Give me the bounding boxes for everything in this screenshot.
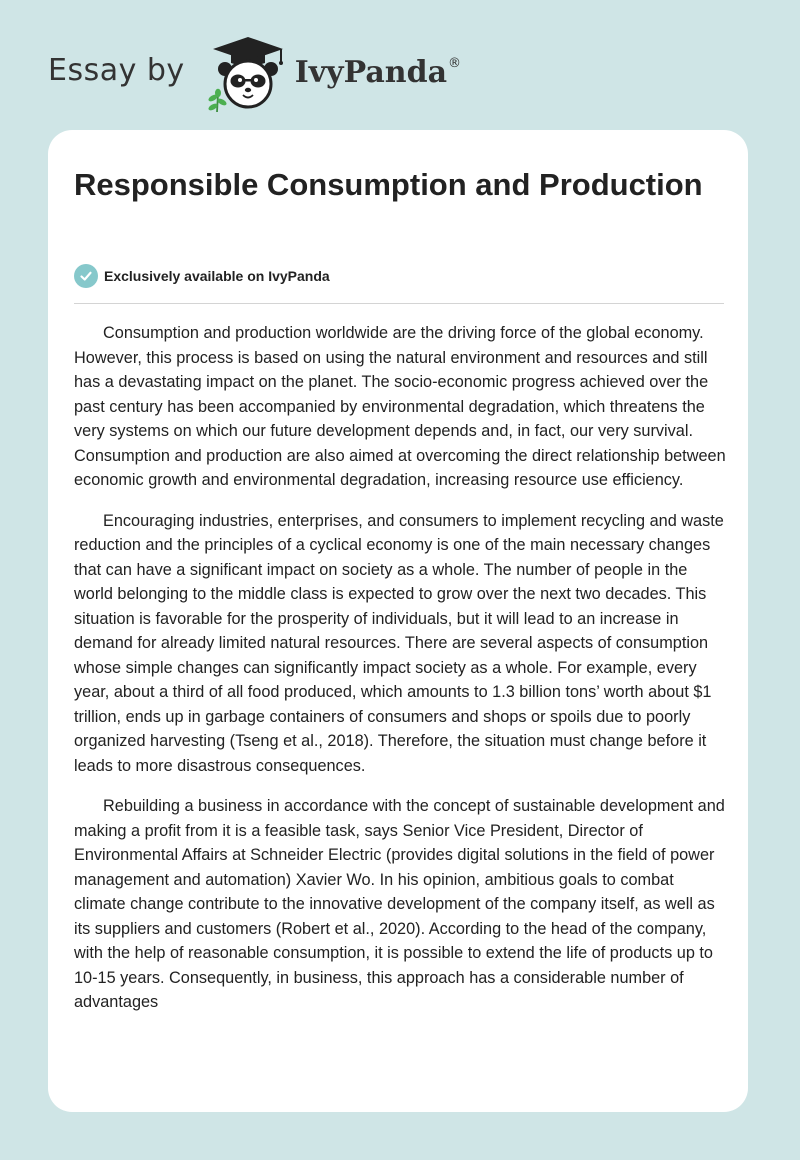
brand-prefix: Essay by (48, 52, 185, 88)
brand-name: IvyPanda (294, 54, 448, 90)
paragraph-3: Rebuilding a business in accordance with the concept of sustainable development and making a profit from it is a feasible task, says Senior Vice President, Director of Environmental Affairs at Schneider Electric (provides digital solutions in the field of power management and automation) Xavier Wo. In his opinion, ambitious goals to combat climate change contribute to the innovative development of the company itself, as well as its suppliers and customers (Robert et al., 2020). According to the head of the company, with the help of reasonable consumption, it is possible to extend the life of products up to 10-15 years. Consequently, in business, this approach has a considerable number of advantages (74, 797, 725, 1011)
divider (74, 303, 724, 304)
exclusive-badge (74, 264, 330, 288)
essay-body (74, 321, 726, 1031)
essay-title: Responsible Consumption and Production (74, 167, 703, 202)
essay-card (48, 130, 748, 1112)
paragraph-2: Encouraging industries, enterprises, and consumers to implement recycling and waste reduction and the principles of a cyclical economy is one of the main necessary changes that can have a significant impact on society as a whole. The number of people in the world belonging to the middle class is expected to grow over the next two decades. This situation is favorable for the prosperity of individuals, but it will lead to an increase in demand for already limited natural resources. There are several aspects of consumption whose simple changes can significantly impact society as a whole. For example, every year, about a third of all food produced, which amounts to 1.3 billion tons’ worth about $1 trillion, ends up in garbage containers of consumers and shops or spoils due to poorly organized harvesting (Tseng et al., 2018). Therefore, the situation must change before it leads to more disastrous consequences. (74, 511, 724, 775)
paragraph-1: Consumption and production worldwide are the driving force of the global economy. However, this process is based on using the natural environment and resources and still has a devastating impact on the planet. The socio-economic progress achieved over the past century has been accompanied by environmental degradation, which threatens the very systems on which our future development depends and, in fact, our very survival. Consumption and production are also aimed at overcoming the direct relationship between economic growth and environmental degradation, increasing resource use efficiency. (74, 324, 726, 489)
check-circle-icon (74, 264, 98, 288)
registered-mark: ® (448, 56, 462, 71)
badge-text: Exclusively available on IvyPanda (104, 268, 330, 284)
panda-logo-icon (203, 36, 293, 112)
site-brand[interactable] (48, 36, 461, 112)
